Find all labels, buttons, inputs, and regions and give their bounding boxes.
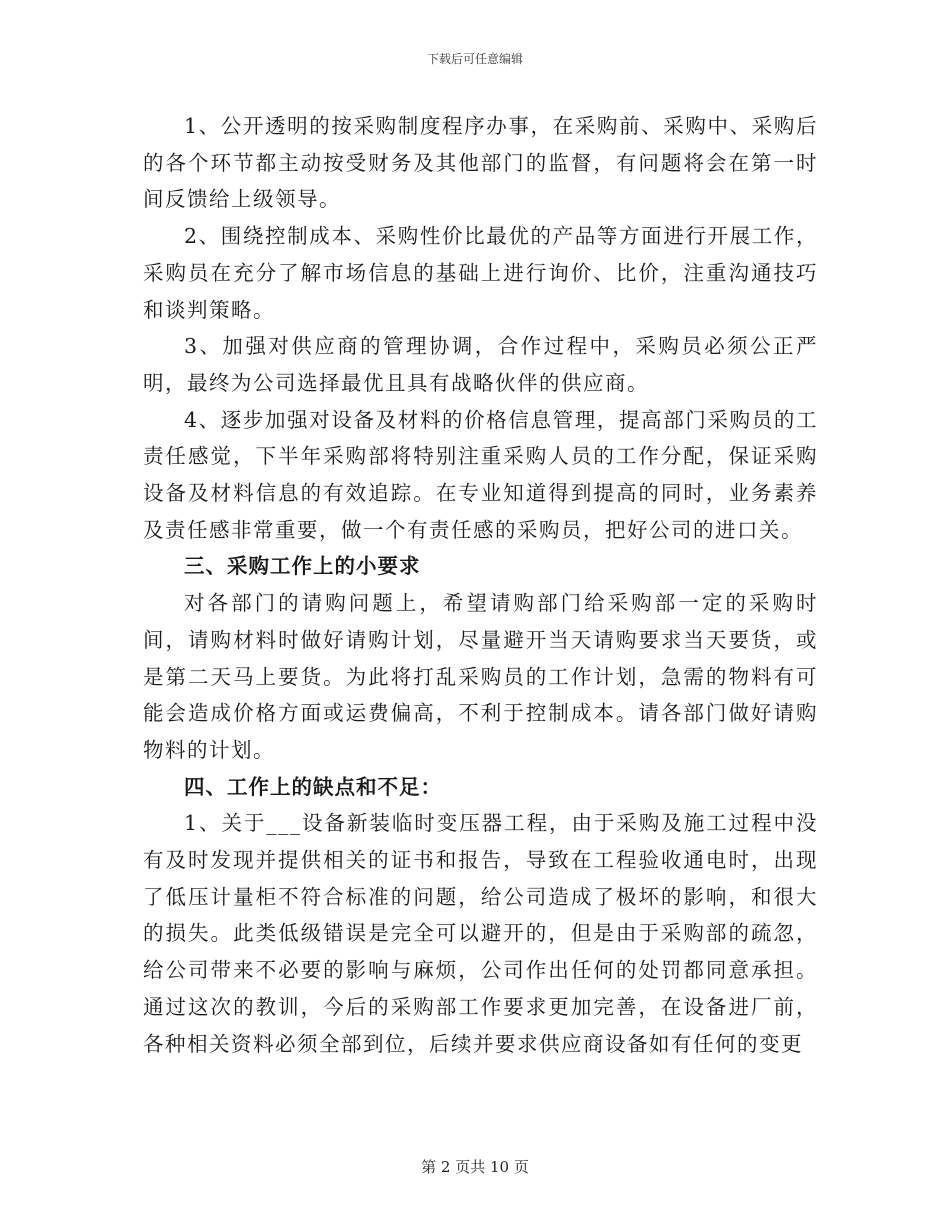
section-heading-3: 三、采购工作上的小要求 bbox=[184, 554, 421, 579]
page-number: 第 2 页共 10 页 bbox=[421, 1158, 529, 1176]
paragraph-item-1: 1、公开透明的按采购制度程序办事，在采购前、采购中、采购后的各个环节都主动按受财务及其他部门的监督，有问题将会在第一时间反馈给上级领导。 bbox=[143, 114, 818, 212]
paragraph-item-2: 2、围绕控制成本、采购性价比最优的产品等方面进行开展工作，采购员在充分了解市场信息的基础上进行询价、比价，注重沟通技巧和谈判策略。 bbox=[143, 224, 818, 322]
paragraph-item-3: 3、加强对供应商的管理协调，合作过程中，采购员必须公正严明，最终为公司选择最优且具有战略伙伴的供应商。 bbox=[143, 334, 818, 395]
paragraph-item-4: 4、逐步加强对设备及材料的价格信息管理，提高部门采购员的工责任感觉，下半年采购部将特别注重采购人员的工作分配，保证采购设备及材料信息的有效追踪。在专业知道得到提高的同时，业务素养及责任感非常重要，做一个有责任感的采购员，把好公司的进口关。 bbox=[143, 407, 818, 542]
paragraph-purchase-request: 对各部门的请购问题上，希望请购部门给采购部一定的采购时间，请购材料时做好请购计划，尽量避开当天请购要求当天要货，或是第二天马上要货。为此将打乱采购员的工作计划，急需的物料有可能会造成价格方面或运费偏高，不利于控制成本。请各部门做好请购物料的计划。 bbox=[143, 591, 818, 762]
document-body bbox=[143, 108, 818, 1062]
section-heading-4: 四、工作上的缺点和不足： bbox=[184, 774, 442, 799]
page-header: 下载后可任意编辑 bbox=[426, 52, 523, 66]
paragraph-shortcoming-1: 1、关于___设备新装临时变压器工程，由于采购及施工过程中没有及时发现并提供相关的证书和报告，导致在工程验收通电时，出现了低压计量柜不符合标准的问题，给公司造成了极坏的影响，和很大的损失。此类低级错误是完全可以避开的，但是由于采购部的疏忽，给公司带来不必要的影响与麻烦，公司作出任何的处罚都同意承担。通过这次的教训，今后的采购部工作要求更加完善，在设备进厂前，各种相关资料必须全部到位，后续并要求供应商设备如有任何的变更 bbox=[143, 811, 818, 1056]
